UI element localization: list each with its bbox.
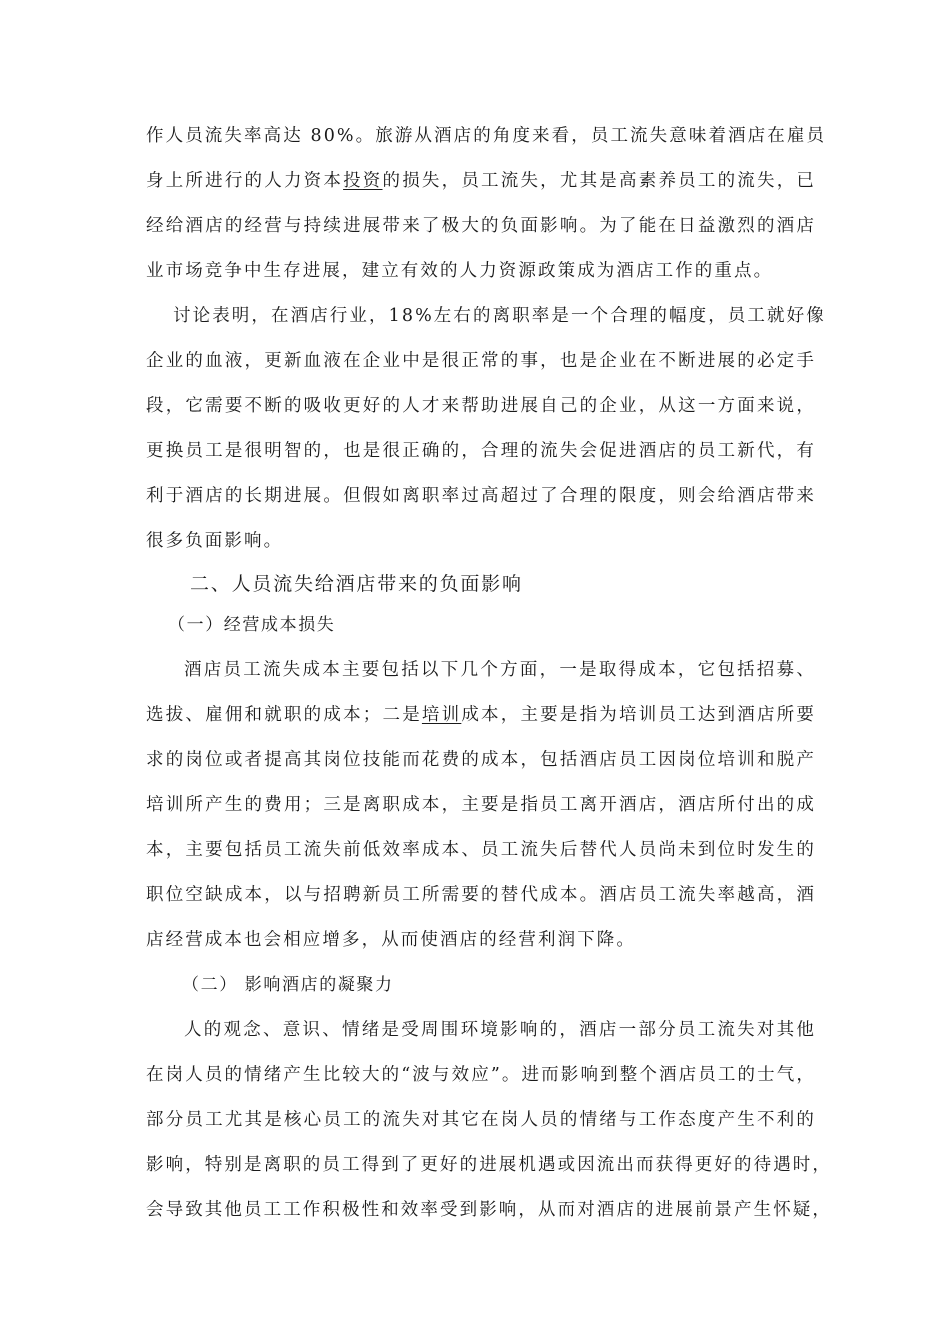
paragraph-line: 培训所产生的费用；三是离职成本，主要是指员工离开酒店，酒店所付出的成	[146, 795, 816, 815]
paragraph-line: 求的岗位或者提高其岗位技能而花费的成本，包括酒店员工因岗位培训和脱产	[146, 750, 816, 770]
paragraph-line: 店经营成本也会相应增多，从而使酒店的经营利润下降。	[146, 930, 636, 950]
paragraph-line	[146, 704, 816, 726]
text-span: 成本，主要是指为培训员工达到酒店所要	[461, 705, 816, 725]
paragraph-line: 会导致其他员工工作积极性和效率受到影响，从而对酒店的进展前景产生怀疑，	[146, 1200, 832, 1220]
text-span: 的损失，员工流失，尤其是高素养员工的流失，已	[382, 171, 817, 191]
paragraph-line: 部分员工尤其是核心员工的流失对其它在岗人员的情绪与工作态度产生不利的	[146, 1110, 816, 1130]
paragraph-line: 职位空缺成本，以与招聘新员工所需要的替代成本。酒店员工流失率越高，酒	[146, 885, 816, 905]
training-link[interactable]: 培训	[421, 705, 462, 725]
paragraph-line: 影响，特别是离职的员工得到了更好的进展机遇或因流出而获得更好的待遇时，	[146, 1155, 832, 1175]
subsection-heading: （二） 影响酒店的凝聚力	[182, 975, 394, 995]
paragraph-line: 本，主要包括员工流失前低效率成本、员工流失后替代人员尚未到位时发生的	[146, 840, 816, 860]
paragraph-line: 企业的血液，更新血液在企业中是很正常的事，也是企业在不断进展的必定手	[146, 351, 816, 371]
paragraph-line	[146, 170, 816, 192]
section-heading: 二、人员流失给酒店带来的负面影响	[190, 573, 523, 595]
paragraph-line: 业市场竞争中生存进展，建立有效的人力资源政策成为酒店工作的重点。	[146, 261, 774, 281]
text-span: 身上所进行的人力资本	[146, 171, 344, 191]
paragraph-line: 利于酒店的长期进展。但假如离职率过高超过了合理的限度，则会给酒店带来	[146, 486, 816, 506]
paragraph-line: 更换员工是很明智的，也是很正确的，合理的流失会促进酒店的员工新代，有	[146, 441, 816, 461]
investment-link[interactable]: 投资	[343, 171, 383, 191]
paragraph-line: 讨论表明，在酒店行业，18%左右的离职率是一个合理的幅度，员工就好像	[173, 306, 826, 326]
paragraph-line: 作人员流失率高达 80%。旅游从酒店的角度来看，员工流失意味着酒店在雇员	[146, 126, 827, 146]
paragraph-line: 人的观念、意识、情绪是受周围环境影响的，酒店一部分员工流失对其他	[184, 1020, 816, 1040]
paragraph-line: 经给酒店的经营与持续进展带来了极大的负面影响。为了能在日益激烈的酒店	[146, 216, 816, 236]
paragraph-line: 段，它需要不断的吸收更好的人才来帮助进展自己的企业，从这一方面来说，	[146, 396, 816, 416]
paragraph-line: 在岗人员的情绪产生比较大的“波与效应”。进而影响到整个酒店员工的士气，	[146, 1065, 816, 1085]
text-span: 选拔、雇佣和就职的成本；二是	[146, 705, 422, 725]
subsection-heading: （一）经营成本损失	[168, 615, 336, 635]
paragraph-line: 很多负面影响。	[146, 531, 284, 551]
paragraph-line: 酒店员工流失成本主要包括以下几个方面，一是取得成本，它包括招募、	[184, 660, 816, 680]
